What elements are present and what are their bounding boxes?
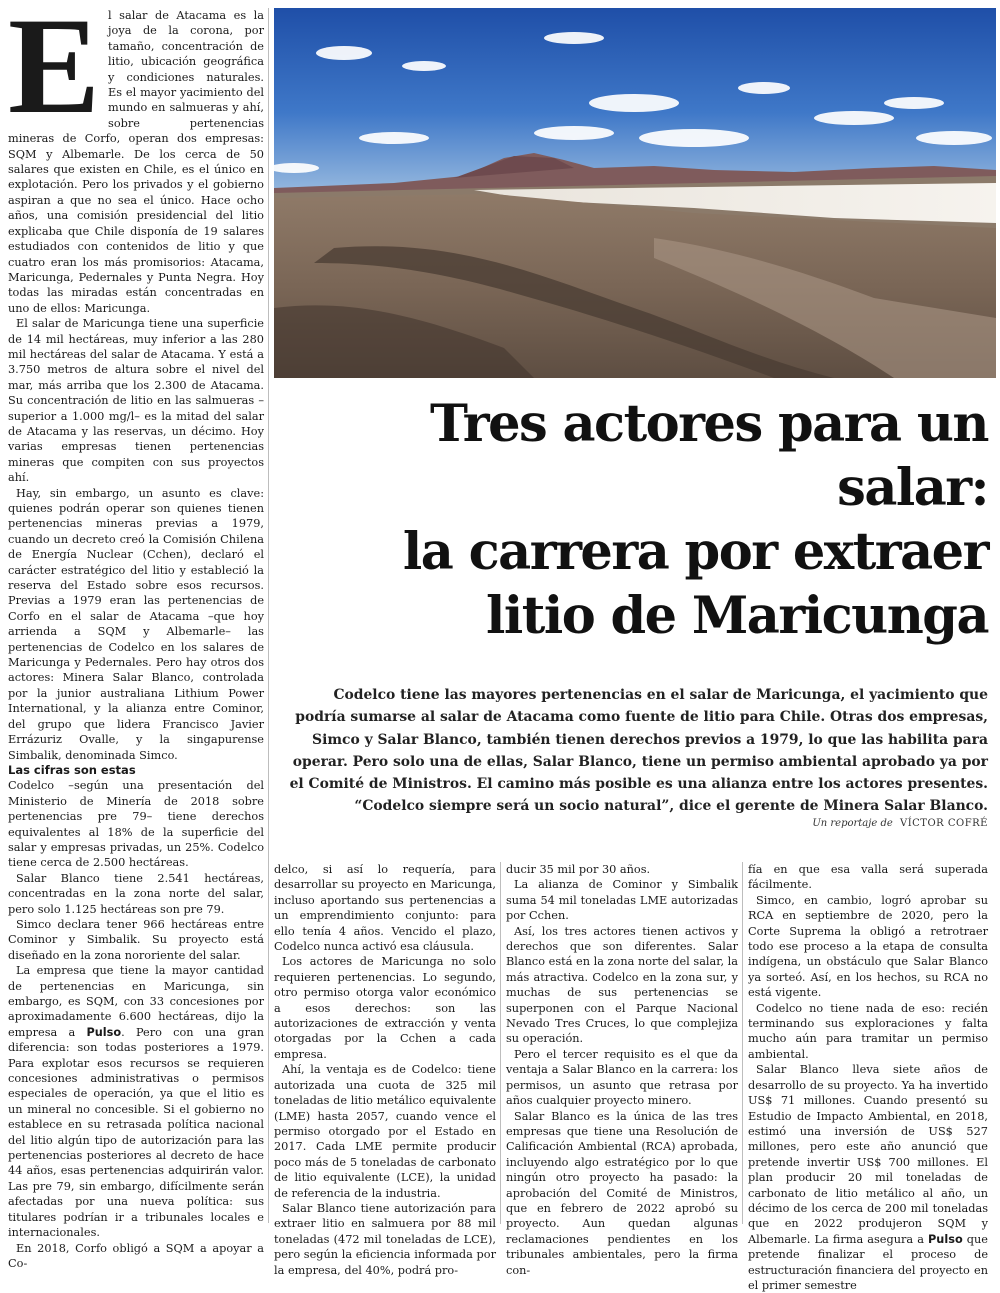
article-column-2 — [274, 862, 496, 1278]
paragraph: Salar Blanco tiene autorización para extraer litio en salmuera por 88 mil toneladas (472 mil toneladas de LCE), pero según la eficiencia informada por la empresa, del 40%, podrá pro- — [274, 1201, 496, 1277]
paragraph: En 2018, Corfo obligó a SQM a apoyar a Co- — [8, 1241, 264, 1270]
paragraph: Hay, sin embargo, un asunto es clave: quienes podrán operar son quienes tienen pertenencias mineras previas a 1979, cuando un decreto creó la Comisión Chilena de Energía Nuclear (Cchen), declaró el carácter estratégico del litio y estableció la reserva del Estado sobre esos recursos. Previas a 1979 eran las pertenencias de Corfo en el salar de Atacama –que hoy arrienda a SQM y Albemarle– las pertenencias de Codelco en los salares de Maricunga y Pedernales. Pero hay otros dos actores: Minera Salar Blanco, controlada por la junior australiana Lithium Power International, y la alianza entre Cominor, del grupo que lidera Francisco Javier Errázuriz Ovalle, y la singapurense Simbalik, denominada Simco. — [8, 486, 264, 762]
text-fragment: que pretende finalizar el proceso de estructuración financiera del proyecto en el primer semestre — [748, 1232, 988, 1292]
paragraph: Salar Blanco es la única de las tres empresas que tiene una Resolución de Calificación Ambiental (RCA) aprobada, incluyendo algo estratégico por lo que ningún otro proyecto ha pasado: la aprobación del Comité de Ministros, que en febrero de 2022 aprobó su proyecto. Aun quedan algunas reclamaciones pendientes en los tribunales ambientales, pero la firma con- — [506, 1109, 738, 1277]
paragraph: Simco declara tener 966 hectáreas entre Cominor y Simbalik. Su proyecto está diseñado en la zona nororiente del salar. — [8, 917, 264, 962]
column-rule — [742, 862, 743, 1224]
paragraph: Salar Blanco tiene 2.541 hectáreas, concentradas en la zona norte del salar, pero solo 1.125 hectáreas son pre 79. — [8, 871, 264, 916]
paragraph: Así, los tres actores tienen activos y derechos que son diferentes. Salar Blanco está en la zona norte del salar, la más atractiva. Codelco en la zona sur, y muchas de sus pertenencias se superponen con el Parque Nacional Nevado Tres Cruces, lo que complejiza su operación. — [506, 924, 738, 1046]
salar-landscape-photo — [274, 8, 996, 378]
paragraph — [748, 1062, 988, 1293]
column-rule — [500, 862, 501, 1224]
paragraph: Simco, en cambio, logró aprobar su RCA en septiembre de 2020, pero la Corte Suprema la obligó a retrotraer todo ese proceso a la etapa de consulta indígena, un obstáculo que Salar Blanco ya sorteó. Así, en los hechos, su RCA no está vigente. — [748, 893, 988, 1000]
paragraph: La alianza de Cominor y Simbalik suma 54 mil toneladas LME autorizadas por Cchen. — [506, 878, 738, 923]
text-fragment: Salar Blanco lleva siete años de desarrollo de su proyecto. Ya ha invertido US$ 71 millones. Cuando presentó su Estudio de Impacto Ambiental, en 2018, estimó una inversión de US$ 527 millones, pero este año anunció que pretende invertir US$ 700 millones. El plan producir 20 mil toneladas de carbonato de litio metálico al año, un décimo de los cerca de 200 mil toneladas que en 2022 produjeron SQM y Albemarle. La firma asegura a — [748, 1063, 988, 1246]
byline-prefix: Un reportaje de — [812, 818, 893, 829]
paragraph: Ahí, la ventaja es de Codelco: tiene autorizada una cuota de 325 mil toneladas de litio metálico equivalente (LME) hasta 2057, cuando vence el permiso otorgado por el Estado en 2017. Cada LME permite producir poco más de 5 toneladas de carbonato de litio equivalente (LCE), la unidad de referencia de la industria. — [274, 1063, 496, 1200]
paragraph — [8, 963, 264, 1240]
headline-line: litio de Maricunga — [486, 586, 988, 646]
byline — [812, 818, 988, 829]
paragraph: l salar de Atacama es la joya de la corona, por tamaño, concentración de litio, ubicación geográfica y condiciones naturales. Es el mayor yacimiento del mundo en salmueras y ahí, sobre pertenencias mineras de Corfo, operan dos empresas: SQM y Albemarle. De los cerca de 50 salares que existen en Chile, es el único en explotación. Pero los privados y el gobierno aspiran a que no sea el único. Hace ocho años, una comisión presidencial del litio explicaba que Chile disponía de 19 salares estudiados con contenidos de litio y que cuatro eran los más promisorios: Atacama, Maricunga, Pedernales y Punta Negra. Hoy todas las miradas están concentradas en uno de ellos: Maricunga. — [8, 9, 264, 315]
article-column-4 — [748, 862, 988, 1293]
drop-cap: E — [8, 0, 101, 142]
article-column-1 — [8, 0, 264, 1271]
column-rule — [268, 8, 269, 1223]
text-fragment: La empresa que tiene la mayor cantidad de pertenencias en Maricunga, sin embargo, es SQM, con 33 concesiones por aproximadamente 6.600 hectáreas, dijo la empresa a — [8, 964, 264, 1039]
paragraph: fía en que esa valla será superada fácilmente. — [748, 863, 988, 892]
paragraph: ducir 35 mil por 30 años. — [506, 863, 651, 876]
paragraph: Pero el tercer requisito es el que da ventaja a Salar Blanco en la carrera: los permisos, un asunto que retrasa por años cualquier proyecto minero. — [506, 1047, 738, 1108]
paragraph: Codelco –según una presentación del Ministerio de Minería de 2018 sobre pertenencias pre 79– tiene derechos equivalentes al 18% de la superficie del salar y empresas privadas, un 25%. Codelco tiene cerca de 2.500 hectáreas. — [8, 779, 264, 870]
publication-name: Pulso — [86, 1025, 122, 1039]
headline-line: Tres actores para un salar: — [429, 394, 988, 518]
subheading: Las cifras son estas — [8, 762, 136, 777]
headline — [276, 392, 988, 648]
paragraph: El salar de Maricunga tiene una superficie de 14 mil hectáreas, muy inferior a las 280 mil hectáreas del salar de Atacama. Y está a 3.750 metros de altura sobre el nivel del mar, más arriba que los 2.300 de Atacama. Su concentración de litio en las salmueras –superior a 1.000 mg/l– es la mitad del salar de Atacama y las reservas, un décimo. Hoy varias empresas tienen pertenencias mineras que compiten con sus proyectos ahí. — [8, 317, 264, 485]
paragraph: Los actores de Maricunga no solo requieren pertenencias. Lo segundo, otro permiso otorga valor económico a esos derechos: son las autorizaciones de extracción y venta otorgadas por la Cchen a cada empresa. — [274, 955, 496, 1061]
headline-line: la carrera por extraer — [402, 522, 988, 582]
publication-name: Pulso — [928, 1232, 963, 1246]
paragraph: Codelco no tiene nada de eso: recién terminando sus exploraciones y falta mucho aún para tramitar un permiso ambiental. — [748, 1001, 988, 1061]
deck-summary: Codelco tiene las mayores pertenencias en el salar de Maricunga, el yacimiento que podría sumarse al salar de Atacama como fuente de litio para Chile. Otras dos empresas, Simco y Salar Blanco, también tienen derechos previos a 1979, lo que las habilita para operar. Pero solo una de ellas, Salar Blanco, tiene un permiso ambiental aprobado ya por el Comité de Ministros. El camino más posible es una alianza entre los actores presentes. “Codelco siempre será un socio natural”, dice el gerente de Minera Salar Blanco. — [289, 687, 988, 815]
paragraph: delco, si así lo requería, para desarrollar su proyecto en Maricunga, incluso aportando sus pertenencias a un emprendimiento conjunto: para ello tenía 4 años. Vencido el plazo, Codelco nunca activó esa cláusula. — [274, 863, 496, 954]
article-column-3 — [506, 862, 738, 1278]
author-name: VÍCTOR COFRÉ — [899, 818, 988, 829]
text-fragment: . Pero con una gran diferencia: son todas posteriores a 1979. Para explotar esos recursos se requieren concesiones administrativas o permisos especiales de operación, ya que el litio es un mineral no concesible. Si el gobierno no establece en su retrasada política nacional del litio algún tipo de autorización para las pertenencias posteriores al decreto de hace 44 años, esas pertenencias adquirirán valor. Las pre 79, sin embargo, difícilmente serán afectadas por una nueva política: sus titulares podrían ir a tribunales locales e internacionales. — [8, 1025, 264, 1240]
